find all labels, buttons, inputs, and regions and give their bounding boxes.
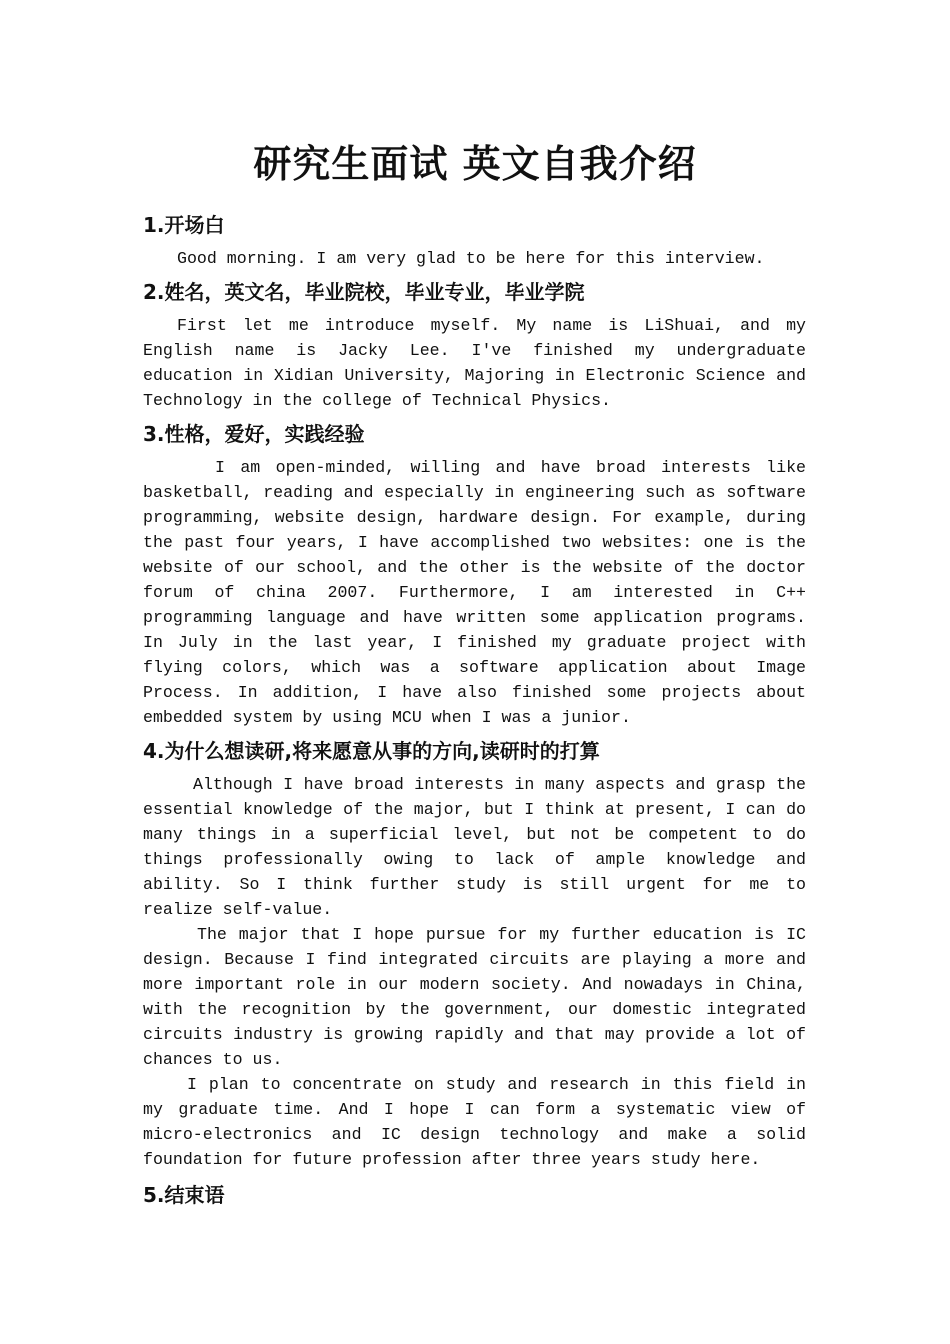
section-closing <box>143 1178 806 1212</box>
section-paragraph: The major that I hope pursue for my further education is IC design. Because I find integrated circuits are playing a more and more important role in our modern society. And nowadays in China, with the recognition by the government, our domestic integrated circuits industry is growing rapidly and that may provide a lot of chances to us. <box>143 925 806 1069</box>
section-opening <box>143 208 806 271</box>
section-heading: 2.姓名，英文名，毕业院校，毕业专业，毕业学院 <box>143 280 585 304</box>
section-heading: 1.开场白 <box>143 213 225 237</box>
section-name-education <box>143 275 806 413</box>
section-paragraph: Although I have broad interests in many aspects and grasp the essential knowledge of the major, but I think at present, I can do many things in a superficial level, but not be competent to do things professionally owing to lack of ample knowledge and ability. So I think further study is still urgent for me to realize self-value. <box>143 775 806 919</box>
section-graduate-plans <box>143 734 806 1172</box>
section-heading: 5.结束语 <box>143 1183 225 1207</box>
section-personality-hobbies <box>143 417 806 730</box>
section-paragraph: Good morning. I am very glad to be here for this interview. <box>177 249 765 268</box>
section-paragraph: I plan to concentrate on study and research in this field in my graduate time. And I hope I can form a systematic view of micro-electronics and IC design technology and make a solid foundation for future profession after three years study here. <box>143 1075 806 1169</box>
section-heading: 4.为什么想读研,将来愿意从事的方向,读研时的打算 <box>143 739 600 763</box>
section-paragraph: I am open-minded, willing and have broad interests like basketball, reading and especially in engineering such as software programming, website design, hardware design. For example, during the past four years, I have accomplished two websites: one is the website of our school, and the other is the website of the doctor forum of china 2007. Furthermore, I am interested in C++ programming language and have written some application programs. In July in the last year, I finished my graduate project with flying colors, which was a software application about Image Process. In addition, I have also finished some projects about embedded system by using MCU when I was a junior. <box>143 458 806 727</box>
section-paragraph: First let me introduce myself. My name is LiShuai, and my English name is Jacky Lee. I've finished my undergraduate education in Xidian University, Majoring in Electronic Science and Technology in the college of Technical Physics. <box>143 316 806 410</box>
document-body <box>143 208 806 1216</box>
section-heading: 3.性格，爱好，实践经验 <box>143 422 365 446</box>
document-title: 研究生面试 英文自我介绍 <box>253 142 697 186</box>
